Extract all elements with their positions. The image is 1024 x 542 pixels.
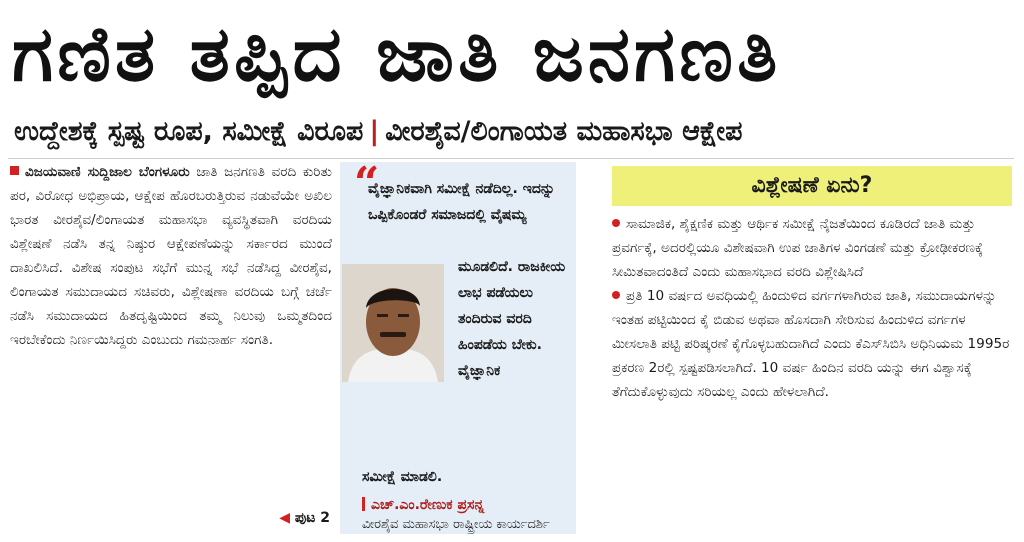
divider-line	[8, 158, 1014, 159]
red-dot-icon	[612, 219, 620, 227]
analysis-title: ವಿಶ್ಲೇಷಣೆ ಏನು?	[612, 166, 1012, 206]
subhead-right: ವೀರಶೈವ/ಲಿಂಗಾಯತ ಮಹಾಸಭಾ ಆಕ್ಷೇಪ	[385, 116, 743, 147]
article-body: ಜಾತಿ ಜನಗಣತಿ ವರದಿ ಕುರಿತು ಪರ, ವಿರೋಧ ಅಭಿಪ್ರಾಯ, ಆಕ್ಷೇಪ ಹೊರಬರುತ್ತಿರುವ ನಡುವೆಯೇ ಅಖಿಲ ಭಾರತ ವೀರಶೈವ/ಲಿಂಗಾಯತ ಮಹಾಸಭಾ ವ್ಯವಸ್ಥಿತವಾಗಿ ವರದಿಯ ವಿಶ್ಲೇಷಣೆ ನಡೆಸಿ ತನ್ನ ನಿಷ್ಠುರ ಆಕ್ಷೇಪಣೆಯನ್ನು ಸರ್ಕಾರದ ಮುಂದೆ ದಾಖಲಿಸಿದೆ. ವಿಶೇಷ ಸಂಪುಟ ಸಭೆಗೆ ಮುನ್ನ ಸಭೆ ನಡೆಸಿದ್ದ ವೀರಶೈವ, ಲಿಂಗಾಯತ ಸಮುದಾಯದ ಸಚಿವರು, ವಿಶ್ಲೇಷಣಾ ವರದಿಯ ಬಗ್ಗೆ ಚರ್ಚೆ ನಡೆಸಿ ಸಮುದಾಯದ ಹಿತದೃಷ್ಟಿಯಿಂದ ತಮ್ಮ ನಿಲುವು ಒಮ್ಮತದಿಂದ ಇರಬೇಕೆಂದು ನಿರ್ಣಯಿಸಿದ್ದರು ಎಂಬುದು ಗಮನಾರ್ಹ ಸಂಗತಿ.	[10, 164, 332, 348]
headline: ಗಣಿತ ತಪ್ಪಿದ ಜಾತಿ ಜನಗಣತಿ	[12, 9, 782, 98]
person-role: ವೀರಶೈವ ಮಹಾಸಭಾ ರಾಷ್ಟ್ರೀಯ ಕಾರ್ಯದರ್ಶಿ	[362, 517, 550, 532]
dateline: ವಿಜಯವಾಣಿ ಸುದ್ದಿಜಾಲ ಬೆಂಗಳೂರು	[25, 164, 190, 180]
analysis-point	[612, 212, 1012, 284]
quote-text-top: ವೈಜ್ಞಾನಿಕವಾಗಿ ಸಮೀಕ್ಷೆ ನಡೆದಿಲ್ಲ. ಇದನ್ನು ಒಪ್ಪಿಕೊಂಡರೆ ಸಮಾಜದಲ್ಲಿ ವೈಷಮ್ಯ	[368, 181, 556, 223]
person-name	[362, 494, 572, 516]
red-dot-icon	[612, 291, 620, 299]
analysis-point-2: ಪ್ರತಿ 10 ವರ್ಷದ ಅವಧಿಯಲ್ಲಿ ಹಿಂದುಳಿದ ವರ್ಗಗಳಾಗಿರುವ ಜಾತಿ, ಸಮುದಾಯಗಳನ್ನು ಇಂತಹ ಪಟ್ಟಿಯಿಂದ ಕೈ ಬಿಡುವ ಅಥವಾ ಹೊಸದಾಗಿ ಸೇರಿಸುವ ಹಿಂದುಳಿದ ವರ್ಗಗಳ ಮೀಸಲಾತಿ ಪಟ್ಟಿ ಪರಿಷ್ಕರಣೆ ಕೈಗೊಳ್ಳಬಹುದಾಗಿದೆ ಎಂದು ಕೆಎಸ್‌ಸಿಬಿಸಿ ಅಧಿನಿಯಮ 1995ರ ಪ್ರಕರಣ 2ರಲ್ಲಿ ಸ್ಪಷ್ಟಪಡಿಸಲಾಗಿದೆ. 10 ವರ್ಷ ಹಿಂದಿನ ವರದಿ ಯನ್ನು ಈಗ ವಿಶ್ವಾಸಕ್ಕೆ ತೆಗೆದುಕೊಳ್ಳುವುದು ಸರಿಯಲ್ಲ ಎಂದು ಹೇಳಲಾಗಿದೆ.	[612, 288, 1010, 400]
analysis-point-1: ಸಾಮಾಜಿಕ, ಶೈಕ್ಷಣಿಕ ಮತ್ತು ಆರ್ಥಿಕ ಸಮೀಕ್ಷೆ ನೈಜತೆಯಿಂದ ಕೂಡಿರದೆ ಜಾತಿ ಮತ್ತು ಪ್ರವರ್ಗಕ್ಕೆ, ಅದರಲ್ಲಿಯೂ ವಿಶೇಷವಾಗಿ ಉಪ ಜಾತಿಗಳ ವಿಂಗಡಣೆ ಮತ್ತು ಕ್ರೋಢೀಕರಣಕ್ಕೆ ಸೀಮಿತವಾದಂತಿದೆ ಎಂದು ಮಹಾಸಭಾದ ವರದಿ ವಿಶ್ಲೇಷಿಸಿದೆ	[612, 216, 983, 280]
analysis-point	[612, 284, 1012, 404]
person-name-text: ಎಚ್.ಎಂ.ರೇಣುಕ ಪ್ರಸನ್ನ	[371, 497, 485, 513]
subheadline	[14, 106, 1014, 158]
red-square-bullet-icon	[10, 166, 19, 175]
red-bar-icon	[362, 497, 365, 511]
quote-text-middle: ಮೂಡಲಿದೆ. ರಾಜಕೀಯ ಲಾಭ ಪಡೆಯಲು ತಂದಿರುವ ವರದಿ ಹಿಂಪಡೆಯ ಬೇಕು. ವೈಜ್ಞಾನಿಕ	[458, 259, 566, 379]
person-photo	[342, 264, 444, 382]
red-arrow-icon: ◀	[279, 510, 290, 526]
continued-link[interactable]	[273, 506, 330, 530]
subhead-separator: |	[369, 116, 380, 147]
subhead-left: ಉದ್ದೇಶಕ್ಕೆ ಸ್ಪಷ್ಟ ರೂಪ, ಸಮೀಕ್ಷೆ ವಿರೂಪ	[14, 116, 364, 147]
analysis-column	[612, 212, 1012, 532]
quote-box	[340, 162, 576, 534]
continued-page: ಪುಟ 2	[294, 510, 330, 526]
main-article-column	[10, 160, 332, 532]
person-portrait-icon	[342, 264, 444, 382]
quote-mark-icon: “	[354, 162, 380, 209]
quote-text-end: ಸಮೀಕ್ಷೆ ಮಾಡಲಿ.	[362, 469, 443, 485]
